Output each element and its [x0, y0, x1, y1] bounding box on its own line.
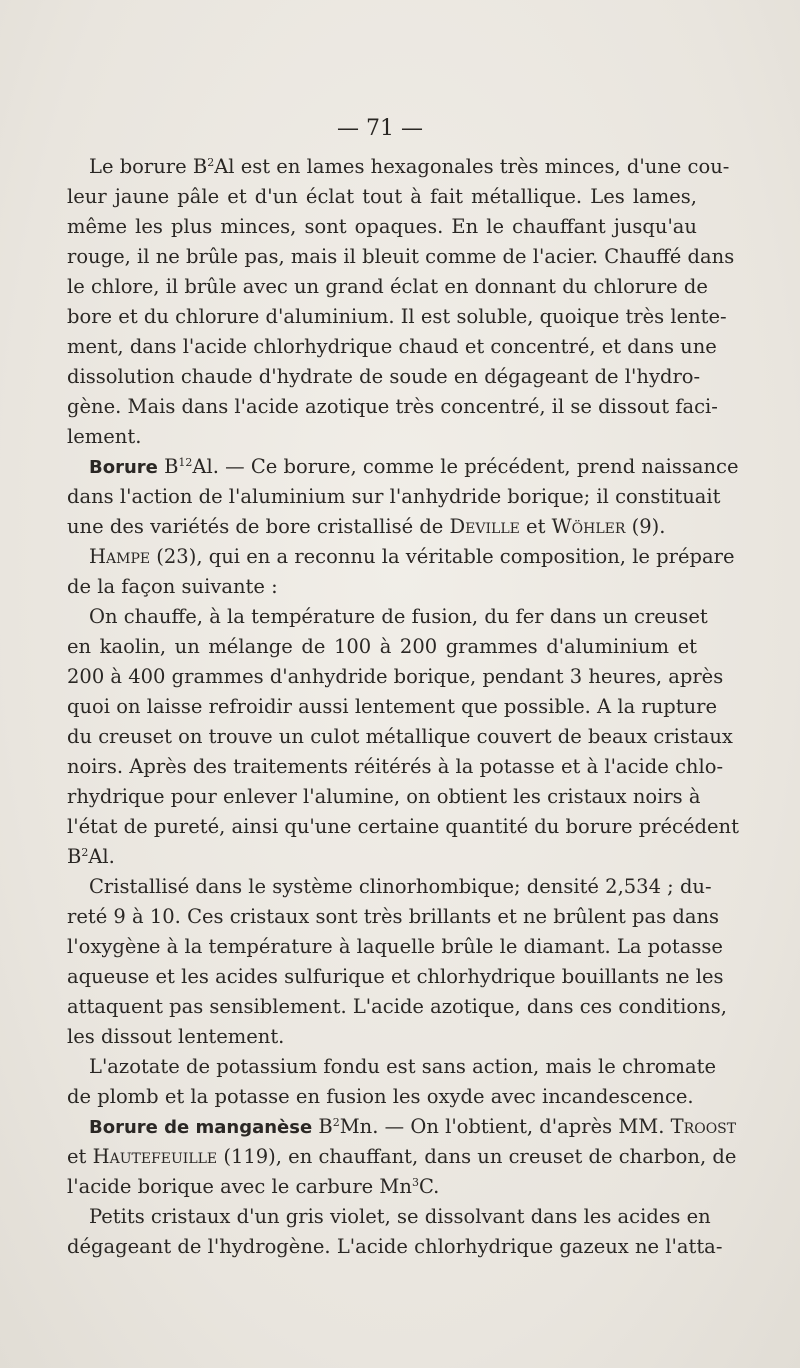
- text-line: [67, 542, 735, 572]
- text-line: [67, 872, 712, 902]
- text-line: [67, 272, 708, 302]
- text-segment: rhydrique pour enlever l'alumine, on obtient les cristaux noirs à: [67, 785, 701, 808]
- text-line: [67, 182, 697, 212]
- text-segment: et: [519, 515, 552, 538]
- bold-heading: Borure de manganèse: [89, 1117, 313, 1138]
- text-segment: B: [312, 1115, 333, 1138]
- text-segment: Le borure B: [89, 155, 208, 178]
- text-segment: L'azotate de potassium fondu est sans action, mais le chromate: [89, 1055, 717, 1078]
- text-line: [67, 962, 724, 992]
- text-segment: bore et du chlorure d'aluminium. Il est soluble, quoique très lente-: [67, 305, 727, 328]
- text-line: [67, 482, 721, 512]
- text-line: [67, 422, 697, 452]
- text-line: [67, 1112, 737, 1142]
- text-segment: (119), en chauffant, dans un creuset de charbon, de: [217, 1145, 737, 1168]
- text-segment: quoi on laisse refroidir aussi lentement que possible. A la rupture: [67, 695, 718, 718]
- author-name: Deville: [449, 515, 520, 538]
- text-segment: de plomb et la potasse en fusion les oxyde avec incandescence.: [67, 1085, 694, 1108]
- text-line: [67, 602, 708, 632]
- text-segment: (23), qui en a reconnu la véritable composition, le prépare: [150, 545, 735, 568]
- text-line: [67, 1022, 697, 1052]
- text-line: [67, 392, 718, 422]
- text-segment: et: [67, 1145, 93, 1168]
- text-segment: B: [67, 845, 82, 868]
- text-segment: rouge, il ne brûle pas, mais il bleuit comme de l'acier. Chauffé dans: [67, 245, 735, 268]
- text-line: [67, 992, 727, 1022]
- text-segment: une des variétés de bore cristallisé de: [67, 515, 450, 538]
- text-segment: B: [157, 455, 179, 478]
- text-segment: l'oxygène à la température à laquelle brûle le diamant. La potasse: [67, 935, 723, 958]
- text-line: [67, 902, 720, 932]
- text-segment: Petits cristaux d'un gris violet, se dissolvant dans les acides en: [89, 1205, 711, 1228]
- text-line: [67, 362, 701, 392]
- text-line: [67, 152, 730, 182]
- text-segment: en kaolin, un mélange de 100 à 200 grammes d'aluminium et: [67, 635, 697, 658]
- text-segment: le chlore, il brûle avec un grand éclat en donnant du chlorure de: [67, 275, 708, 298]
- author-name: Troost: [670, 1115, 737, 1138]
- text-segment: dissolution chaude d'hydrate de soude en dégageant de l'hydro-: [67, 365, 701, 388]
- body-text: [67, 152, 739, 1262]
- text-line: [67, 812, 739, 842]
- text-line: [67, 332, 717, 362]
- bold-heading: Borure: [89, 457, 158, 478]
- text-line: [67, 722, 733, 752]
- text-segment: les dissout lentement.: [67, 1025, 285, 1048]
- text-segment: 200 à 400 grammes d'anhydride borique, pendant 3 heures, après: [67, 665, 724, 688]
- superscript: 2: [207, 156, 215, 169]
- text-segment: l'acide borique avec le carbure Mn: [67, 1175, 412, 1198]
- text-line: [67, 1202, 711, 1232]
- text-segment: Al. — Ce borure, comme le précédent, prend naissance: [192, 455, 739, 478]
- text-line: [67, 662, 724, 692]
- text-segment: de la façon suivante :: [67, 575, 278, 598]
- text-line: [67, 842, 697, 872]
- text-line: [67, 1172, 697, 1202]
- text-line: [67, 452, 739, 482]
- superscript: 3: [411, 1176, 419, 1189]
- text-line: [67, 242, 735, 272]
- text-line: [67, 1232, 723, 1262]
- text-segment: attaquent pas sensiblement. L'acide azotique, dans ces conditions,: [67, 995, 727, 1018]
- author-name: Wöhler: [551, 515, 626, 538]
- text-segment: noirs. Après des traitements réitérés à la potasse et à l'acide chlo-: [67, 755, 724, 778]
- text-segment: On chauffe, à la température de fusion, du fer dans un creuset: [89, 605, 708, 628]
- text-segment: dégageant de l'hydrogène. L'acide chlorhydrique gazeux ne l'atta-: [67, 1235, 723, 1258]
- author-name: Hampe: [89, 545, 151, 568]
- text-segment: gène. Mais dans l'acide azotique très concentré, il se dissout faci-: [67, 395, 718, 418]
- text-segment: du creuset on trouve un culot métallique couvert de beaux cristaux: [67, 725, 733, 748]
- text-line: [67, 512, 697, 542]
- page-number: — 71 —: [337, 116, 423, 141]
- text-line: [67, 1052, 717, 1082]
- text-segment: lement.: [67, 425, 142, 448]
- text-segment: même les plus minces, sont opaques. En le chauffant jusqu'au: [67, 215, 697, 238]
- superscript: 2: [332, 1116, 340, 1129]
- superscript: 2: [81, 846, 89, 859]
- text-line: [67, 1082, 697, 1112]
- text-segment: C.: [418, 1175, 440, 1198]
- text-line: [67, 932, 723, 962]
- text-line: [67, 302, 727, 332]
- text-line: [67, 572, 697, 602]
- text-line: [67, 692, 718, 722]
- text-line: [67, 752, 724, 782]
- text-line: [67, 632, 697, 662]
- text-segment: ment, dans l'acide chlorhydrique chaud et concentré, et dans une: [67, 335, 717, 358]
- text-segment: dans l'action de l'aluminium sur l'anhydride borique; il constituait: [67, 485, 721, 508]
- text-segment: l'état de pureté, ainsi qu'une certaine quantité du borure précédent: [67, 815, 739, 838]
- text-segment: Mn. — On l'obtient, d'après MM.: [339, 1115, 671, 1138]
- text-segment: Cristallisé dans le système clinorhombique; densité 2,534 ; du-: [89, 875, 712, 898]
- text-segment: aqueuse et les acides sulfurique et chlorhydrique bouillants ne les: [67, 965, 724, 988]
- text-segment: reté 9 à 10. Ces cristaux sont très brillants et ne brûlent pas dans: [67, 905, 720, 928]
- author-name: Hautefeuille: [92, 1145, 218, 1168]
- text-line: [67, 782, 701, 812]
- text-line: [67, 1142, 737, 1172]
- text-segment: Al est en lames hexagonales très minces, d'une cou-: [214, 155, 730, 178]
- text-segment: leur jaune pâle et d'un éclat tout à fait métallique. Les lames,: [67, 185, 697, 208]
- text-segment: (9).: [625, 515, 666, 538]
- text-segment: Al.: [88, 845, 115, 868]
- superscript: 12: [178, 456, 193, 469]
- text-line: [67, 212, 697, 242]
